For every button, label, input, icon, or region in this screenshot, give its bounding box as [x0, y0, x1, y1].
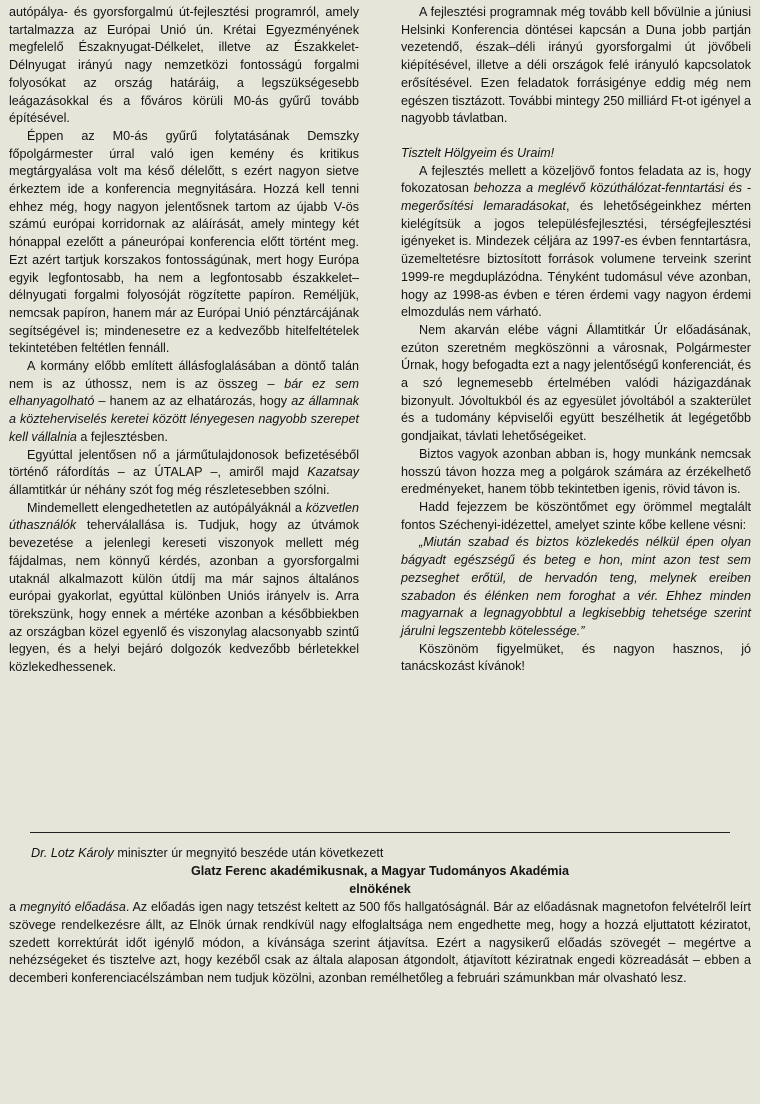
- quote-text: „Miután szabad és biztos közlekedés nélkül épen olyan bágyadt egészségű és beteg e hon, mint azon test sem pezseghet erőtül, de hervadón teng, melynek ereiben szabadon és élénken nem foroghat a vér. Ehhez minden magyarnak a legnagyobbtul a legkisebbig tehetsége szerint járulni legszentebb kötelessége.”: [401, 535, 751, 638]
- italic-text: közvetlen úthasználók: [9, 500, 359, 533]
- paragraph: Köszönöm figyelmüket, és nagyon hasznos, jó tanácskozást kívánok!: [401, 641, 751, 674]
- paragraph: [9, 358, 359, 447]
- italic-text: bár ez sem elhanyagolható: [9, 376, 360, 409]
- paragraph: [401, 163, 751, 322]
- paragraph: [9, 500, 359, 677]
- text-run: a fejlesztésben.: [76, 429, 168, 444]
- paragraph: A fejlesztési programnak még tovább kell bővülnie a júniusi Helsinki Konferencia döntései kapcsán a Duna jobb partján vezetendő, észak–déli irányú gyorsforgalmi út jövőbeli kiépítésével, illetve a déli országok felé irányuló kapcsolatok erősítésével. Ezen feladatok forrásigénye eddig még nem egészen tisztázott. További mintegy 250 milliárd Ft-ot igényel a nagyobb távlatban.: [401, 5, 751, 126]
- italic-text: az államnak a közteherviselés keretei között lényegesen nagyobb szerepet kell vállalnia: [9, 394, 359, 444]
- paragraph: Biztos vagyok azonban abban is, hogy munkánk nemcsak hosszú távon hozza meg a polgárok számára az érzékelhető eredményeket, hanem több tekintetben igenis, rövid távon is.: [401, 446, 751, 497]
- paragraph: Hadd fejezzem be köszöntőmet egy örömmel megtalált fontos Széchenyi-idézettel, amelyet szinte kőbe kellene vésni:: [401, 499, 751, 532]
- text-run: . Az előadás igen nagy tetszést keltett az 500 fős hallgatóságnál. Bár az előadásnak magnetofon felvételről leírt szövege rendelkezésre állt, az Elnök úrnak rendkívül nagy elfoglaltsága nem engedhette meg, hogy a hozzá eljuttatott kéziratot, szedett korrektúrát időt igénylő módon, a kívánsága szerint átjavítsa. Ezért a nagysikerű előadás szövegét – megértve a nehézségeket és tisztelve azt, hogy kezéből csak az általa alaposan átgondolt, átjavított kéziratnak engedi közreadását – ebben a decemberi konferenciacélszámban nem tudjuk közölni, azonban remélhetőleg a februári számunkban már olvasható lesz.: [9, 899, 751, 986]
- quotation: [401, 534, 751, 640]
- italic-text: megnyitó előadása: [19, 899, 126, 914]
- horizontal-divider: [30, 832, 730, 833]
- left-column: [9, 4, 359, 677]
- note-center-line: elnökének: [349, 881, 411, 896]
- right-column: [401, 4, 751, 676]
- text-run: A fejlesztés mellett a közeljövő fontos feladata az is, hogy fokozatosan: [401, 163, 751, 196]
- paragraph: autópálya- és gyorsforgalmú út-fejlesztési programról, amely tartalmazza az Európai Unió ún. Krétai Egyezményének megfelelő Északnyugat-Délkelet, illetve az Északkelet-Délnyugat irányú nagy nemzetközi fontosságú forgalmi folyosókat az ország határáig, a legszükségesebb leágazásokkal és a főváros körüli M0-ás gyűrű tovább építésével.: [9, 5, 359, 126]
- salutation-heading: Tisztelt Hölgyeim és Uraim!: [401, 145, 555, 160]
- text-run: – hanem az az elhatározás, hogy: [94, 394, 292, 409]
- paragraph: [9, 447, 359, 500]
- paragraph: Nem akarván elébe vágni Államtitkár Úr előadásának, ezúton szeretném megköszönni a városnak, Polgármester Úrnak, hogy befogadta ezt a nagy jelentőségű konferenciát, és a szó legnemesebb értelmében valódi házigazdának bizonyult. Jóvoltukból és az egyesület jóvoltából a szakterület és a tudomány képviselői együtt beszélhetik át legégetőbb gondjaikat, távlati lehetőségeiket.: [401, 322, 751, 444]
- note-center-line: Glatz Ferenc akadémikusnak, a Magyar Tudományos Akadémia: [191, 863, 569, 878]
- text-run: Mindemellett elengedhetetlen az autópályáknál a: [27, 500, 306, 515]
- text-run: a: [9, 899, 20, 914]
- italic-text: behozza a meglévő közúthálózat-fenntartási és -megerősítési lemaradásokat: [401, 181, 752, 214]
- text-run: államtitkár úr néhány szót fog még részletesebben szólni.: [9, 482, 330, 497]
- editorial-note: [9, 845, 751, 988]
- italic-text: Kazatsay: [307, 465, 359, 480]
- text-run: miniszter úr megnyitó beszéde után következett: [113, 846, 384, 860]
- text-run: A kormány előbb említett állásfoglalásában a döntő talán nem is az úthossz, nem is az összeg –: [9, 359, 359, 391]
- speaker-name: Dr. Lotz Károly: [31, 846, 114, 860]
- note-lead: [9, 845, 751, 863]
- text-run: teherválallása is. Tudjuk, hogy az útvámok bevezetése a jelenlegi kereseti viszonyok mellett még fájdalmas, nem könnyű kérdés, azonban a gyorsforgalmi utaknál alkalmazott külön útdíj ma már sajnos általános európai gyakorlat, egyúttal különben Uniós irányelv is. Arra törekszünk, hogy ennek a mértéke azonban a későbbiekben az országban közel egyenlő és viszonylag alacsonyabb szintű legyen, és a helyi bejáró dolgozók kedvezőbb bérletekkel közlekedhessenek.: [9, 518, 359, 675]
- paragraph: Éppen az M0-ás gyűrű folytatásának Demszky főpolgármester úrral való igen kemény és kritikus megtárgyalása volt ma késő délelőtt, s ezért nagyon sietve érkeztem ide a konferencia megnyitására. Hozzá kell tenni ehhez még, hogy nagyon jelentősnek tartom az újabb V-ös számú európai korridornak az aláírását, amely mintegy két hónappal ezelőtt a páneurópai konferencia előtt történt meg. Ezt azért tartjuk korszakos fontosságúnak, mert hogy Európa egyik legfontosabb, ha nem a legfontosabb északkelet–délnyugati forgalmi folyosóját rögzítette papíron. Reméljük, nemcsak papíron, hanem már az Európai Unió pénztárcájának segítségével is; mindenesetre ez a kedvezőbb hitelfeltételek tekintetében feltétlen fennáll.: [9, 128, 359, 356]
- text-run: Egyúttal jelentősen nő a járműtulajdonosok befizetéséből történő ráfordítás – az ÚTALAP –, amiről majd: [9, 447, 359, 480]
- note-body: [9, 899, 751, 989]
- text-run: , és lehetőségeinkhez mérten kielégítsük a jogos településfejlesztési, térségfejlesztési igényeket is. Mindezek céljára az 1997-es évben fenntartásra, üzemeltetésre biztosított források volumene terveink szerint 1999-re megduplázódna. Tényként tudomásul véve azonban, hogy az 1998-as évben e téren érdemi vagy nagyon érdemi elmozdulás nem várható.: [401, 199, 751, 320]
